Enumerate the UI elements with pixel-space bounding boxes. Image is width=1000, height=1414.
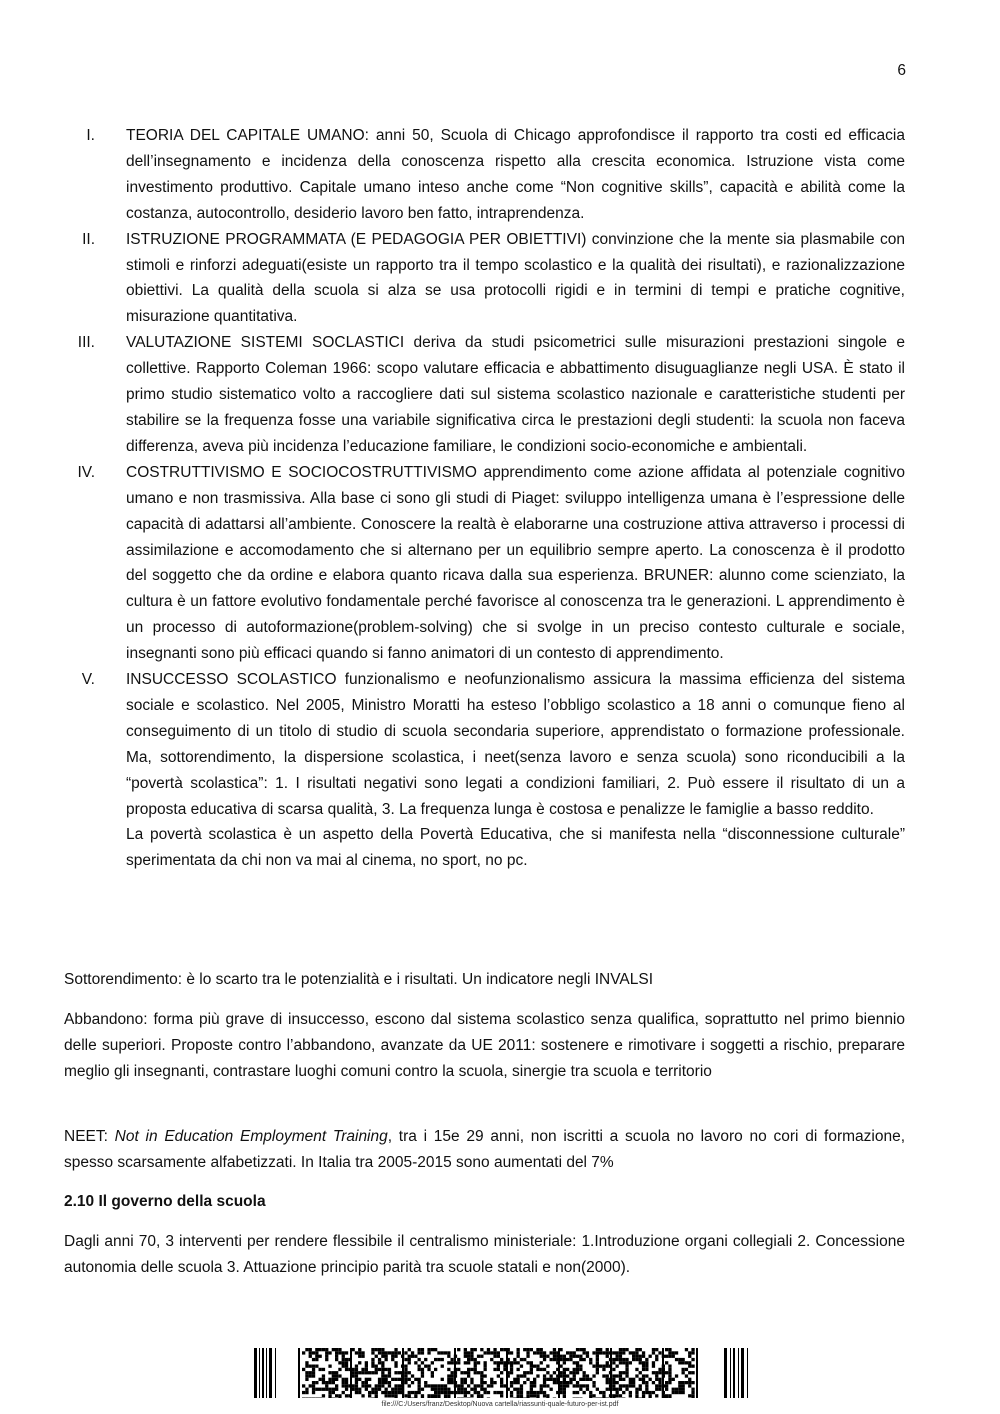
abbandono-paragraph: Abbandono: forma più grave di insuccesso, escono dal sistema scolastico senza qualifica, soprattutto nel primo biennio delle superiori. Proposte contro l’abbandono, avanzate da UE 2011: sostenere e rimotivare i soggetti a rischio, preparare meglio gli insegnanti, contrastare luoghi comuni contro la scuola, sinergie tra scuola e territorio	[64, 1011, 905, 1080]
list-item	[64, 330, 905, 460]
list-item-number: II.	[82, 230, 95, 248]
list-item-text: TEORIA DEL CAPITALE UMANO: anni 50, Scuola di Chicago approfondisce il rapporto tra costi ed efficacia dell’insegnamento e incidenza della conoscenza rispetto alla crescita economica. Istruzione vista come investimento produttivo. Capitale umano inteso anche come “Non cognitive skills”, capacità e abilità come la costanza, autocontrollo, desiderio lavoro ben fatto, intraprendenza.	[126, 127, 905, 222]
neet-definition: Not in Education Employment Training	[114, 1128, 388, 1145]
list-item-number: IV.	[77, 463, 95, 481]
governo-paragraph: Dagli anni 70, 3 interventi per rendere flessibile il centralismo ministeriale: 1.Introduzione organi collegiali 2. Concessione autonomia delle scuola 3. Attuazione principio parità tra scuole statali e non(2000).	[64, 1233, 905, 1276]
neet-paragraph	[64, 1124, 905, 1176]
list-item	[64, 667, 905, 874]
list-item-number: V.	[81, 671, 95, 689]
list-item-text: VALUTAZIONE SISTEMI SOCLASTICI deriva da studi psicometrici sulle misurazioni prestazioni singole e collettive. Rapporto Coleman 1966: scopo valutare efficacia e abbattimento disuguaglianze negli USA. È stato il primo studio sistematico volto a raccogliere dati sul sistema scolastico nazionale e caratteristiche studenti per stabilire se la frequenza fosse una variabile significativa circa le prestazioni degli studenti: la scuola non faceva differenza, aveva più incidenza l’educazione familiare, le condizioni socio-economiche e ambientali.	[126, 334, 905, 455]
neet-prefix: NEET:	[64, 1128, 115, 1145]
list-item	[64, 123, 905, 227]
list-item-text: ISTRUZIONE PROGRAMMATA (E PEDAGOGIA PER OBIETTIVI) convinzione che la mente sia plasmabile con stimoli e rinforzi adeguati(esiste un rapporto tra il tempo scolastico e la qualità dei risultati), e razionalizzazione obiettivi. La qualità della scuola si alza se usa protocolli rigidi e in termini di tempi e pratiche cognitive, misurazione quantitativa.	[126, 230, 905, 326]
sottorendimento-paragraph: Sottorendimento: è lo scarto tra le potenzialità e i risultati. Un indicatore negli INVALSI	[64, 971, 654, 988]
footer-file-path: file:///C:/Users/franz/Desktop/Nuova cartella/riassunti-quale-futuro-per-ist.pdf	[381, 1401, 619, 1408]
section-heading: 2.10 Il governo della scuola	[64, 1193, 266, 1210]
list-item-extra-text: La povertà scolastica è un aspetto della Povertà Educativa, che si manifesta nella “disconnessione culturale” sperimentata da chi non va mai al cinema, no sport, no pc.	[126, 826, 905, 870]
list-item	[64, 460, 905, 667]
list-item-text: INSUCCESSO SCOLASTICO funzionalismo e neofunzionalismo assicura la massima efficienza del sistema sociale e scolastico. Nel 2005, Ministro Moratti ha esteso l’obbligo scolastico a 18 anni o comunque fieno al conseguimento di un titolo di studio di scuola secondaria superiore, apprendistato o formazione professionale. Ma, sottorendimento, la dispersione scolastica, i neet(senza lavoro e senza scuola) sono riconducibili a la “povertà scolastica”: 1. I risultati negativi sono legati a condizioni familiari, 2. Può essere il risultato di un a proposta educativa di scarsa qualità, 3. La frequenza lunga è costosa e penalizze le famiglie a basso reddito.	[126, 671, 905, 818]
neet-rest: , tra i 15e 29 anni, non iscritti a scuola no lavoro no cori di formazione, spesso scarsamente alfabetizzati. In Italia tra 2005-2015 sono aumentati del 7%	[64, 1128, 905, 1171]
barcode-image	[254, 1348, 750, 1398]
numbered-list	[64, 123, 905, 874]
list-item-number: I.	[86, 127, 95, 144]
list-item-text: COSTRUTTIVISMO E SOCIOCOSTRUTTIVISMO apprendimento come azione affidata al potenziale cognitivo umano e non trasmissiva. Alla base ci sono gli studi di Piaget: sviluppo intelligenza umana è l’espressione delle capacità di adattarsi all’ambiente. Conoscere la realtà è elaborarne una costruzione attiva attraverso i processi di assimilazione e accomodamento che si alternano per un equilibrio sempre aperto. La conoscenza è il prodotto del soggetto che da ordine e elabora quanto ricava dalla sua esperienza. BRUNER: alunno come scienziato, la cultura è un fattore evolutivo fondamentale perché favorisce al conoscenza tra le generazioni. L apprendimento è un processo di autoformazione(problem-solving) che si svolge in un preciso contesto culturale e sociale, insegnanti sono più efficaci quando si fanno animatori di un contesto di apprendimento.	[126, 463, 905, 663]
list-item	[64, 227, 905, 331]
page-number: 6	[897, 62, 906, 79]
list-item-number: III.	[77, 334, 95, 352]
